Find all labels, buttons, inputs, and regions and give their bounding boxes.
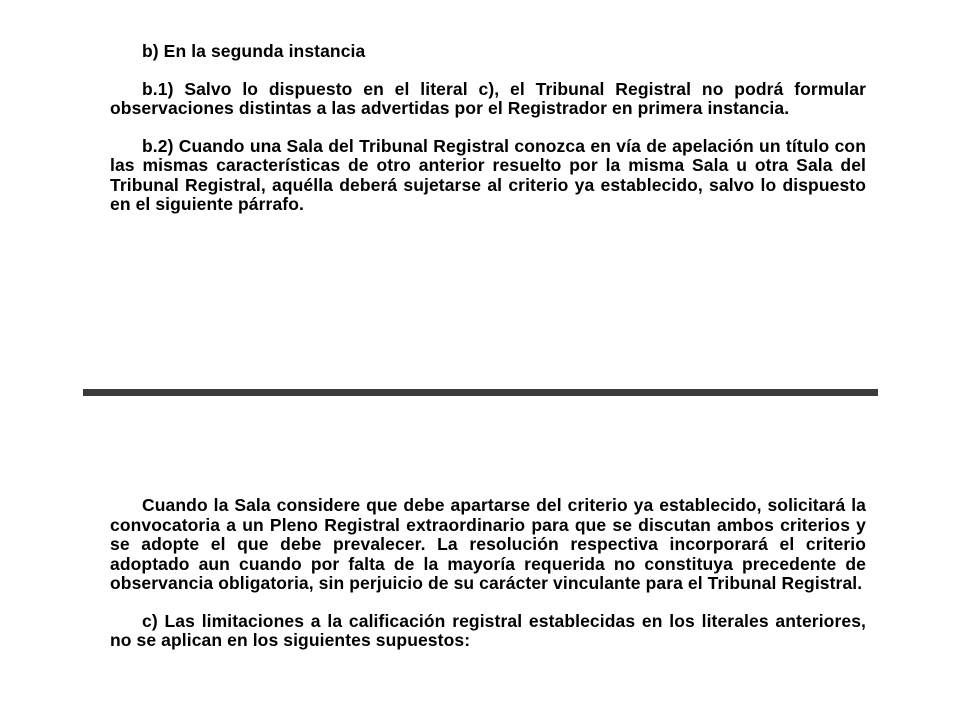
paragraph-b2: b.2) Cuando una Sala del Tribunal Registral conozca en vía de apelación un título con las mismas características de otro anterior resuelto por la misma Sala u otra Sala del Tribunal Registral, aquélla deberá sujetarse al criterio ya establecido, salvo lo dispuesto en el siguiente párrafo.: [110, 135, 866, 214]
page-bottom-text-block: [110, 496, 866, 651]
paragraph-gap: [110, 594, 866, 612]
paragraph-c: c) Las limitaciones a la calificación registral establecidas en los literales anteriores, no se aplican en los siguientes supuestos:: [110, 610, 866, 650]
paragraph-gap: [110, 119, 866, 137]
paragraph-b1: b.1) Salvo lo dispuesto en el literal c), el Tribunal Registral no podrá formular observaciones distintas a las advertidas por el Registrador en primera instancia.: [110, 78, 866, 118]
section-heading: b) En la segunda instancia: [142, 41, 366, 61]
paragraph-gap: [110, 62, 866, 80]
paragraph-pleno-registral: Cuando la Sala considere que debe apartarse del criterio ya establecido, solicitará la convocatoria a un Pleno Registral extraordinario para que se discutan ambos criterios y se adopte el que debe prevalecer. La resolución respectiva incorporará el criterio adoptado aun cuando por falta de la mayoría requerida no constituya precedente de observancia obligatoria, sin perjuicio de su carácter vinculante para el Tribunal Registral.: [110, 495, 866, 593]
page-divider: [83, 389, 878, 396]
page-top-text-block: [110, 42, 866, 215]
